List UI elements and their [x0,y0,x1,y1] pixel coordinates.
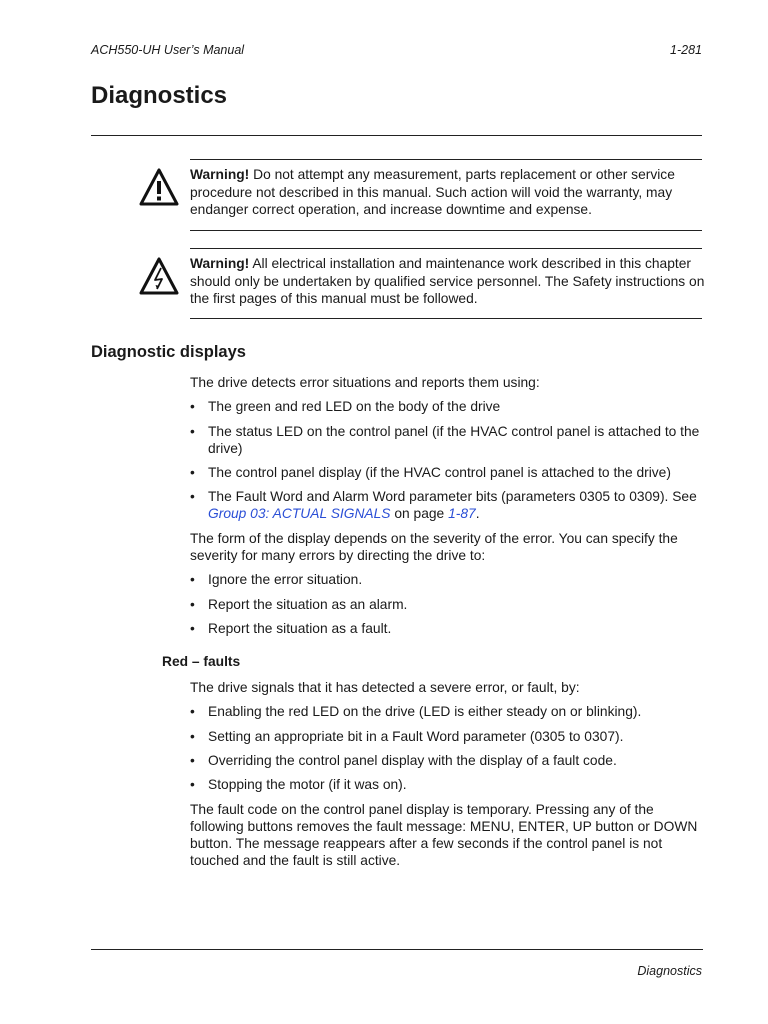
warning-2-text [190,255,706,308]
electrical-hazard-icon [138,256,180,296]
warning-1-body: Do not attempt any measurement, parts replacement or other service procedure not described in this manual. Such action will void the warranty, may endanger correct operation, and increase downtime and expense. [190,167,675,217]
warning-2-body: All electrical installation and maintenance work described in this chapter should only be undertaken by qualified service personnel. The Safety instructions on the first pages of this manual must be followed. [190,256,705,306]
list-item: • The green and red LED on the body of the drive [190,399,501,414]
warning-2-label: Warning! [190,256,250,271]
page-title: Diagnostics [91,82,228,109]
list-item: • Ignore the error situation. [190,572,363,587]
warning-1-label: Warning! [190,167,250,182]
red-faults-intro: The drive signals that it has detected a severe error, or fault, by: [190,680,580,695]
severity-paragraph: The form of the display depends on the severity of the error. You can specify the severity for many errors by directing the drive to: [190,531,678,563]
diagnostic-intro: The drive detects error situations and reports them using: [190,375,540,390]
manual-title: ACH550-UH User’s Manual [91,43,245,57]
list-item: • Stopping the motor (if it was on). [190,777,407,792]
general-warning-icon [138,167,180,207]
warning-1-text [190,166,706,219]
list-item: • The status LED on the control panel (if the HVAC control panel is attached to the drive) [190,424,700,456]
list-item: • The Fault Word and Alarm Word parameter bits (parameters 0305 to 0309). See Group 03: ACTUAL SIGNALS on page 1-87. [190,489,697,521]
section-heading-diagnostic-displays: Diagnostic displays [91,343,246,361]
subsection-heading-red-faults: Red – faults [162,654,241,669]
warning-1-top-rule [190,159,702,160]
list-item: • Report the situation as a fault. [190,621,392,636]
list-item: • Setting an appropriate bit in a Fault Word parameter (0305 to 0307). [190,729,624,744]
list-item: • The control panel display (if the HVAC control panel is attached to the drive) [190,465,671,480]
page-number: 1-281 [670,43,702,57]
list-item: • Enabling the red LED on the drive (LED is either steady on or blinking). [190,704,642,719]
warning-2-bottom-rule [190,318,702,319]
warning-2-top-rule [190,248,702,249]
title-divider [91,135,702,136]
list-item: • Report the situation as an alarm. [190,597,408,612]
group-03-actual-signals-link[interactable]: Group 03: ACTUAL SIGNALS [208,506,391,521]
footer-section-name: Diagnostics [637,964,702,978]
list-item: • Overriding the control panel display with the display of a fault code. [190,753,617,768]
footer-divider [91,949,703,950]
page-1-87-link[interactable]: 1-87 [448,506,476,521]
fault-code-paragraph: The fault code on the control panel display is temporary. Pressing any of the following buttons removes the fault message: MENU, ENTER, UP button or DOWN button. The message reappears after a few seconds if the control panel is not touched and the fault is still active. [190,802,698,868]
warning-1-bottom-rule [190,230,702,231]
